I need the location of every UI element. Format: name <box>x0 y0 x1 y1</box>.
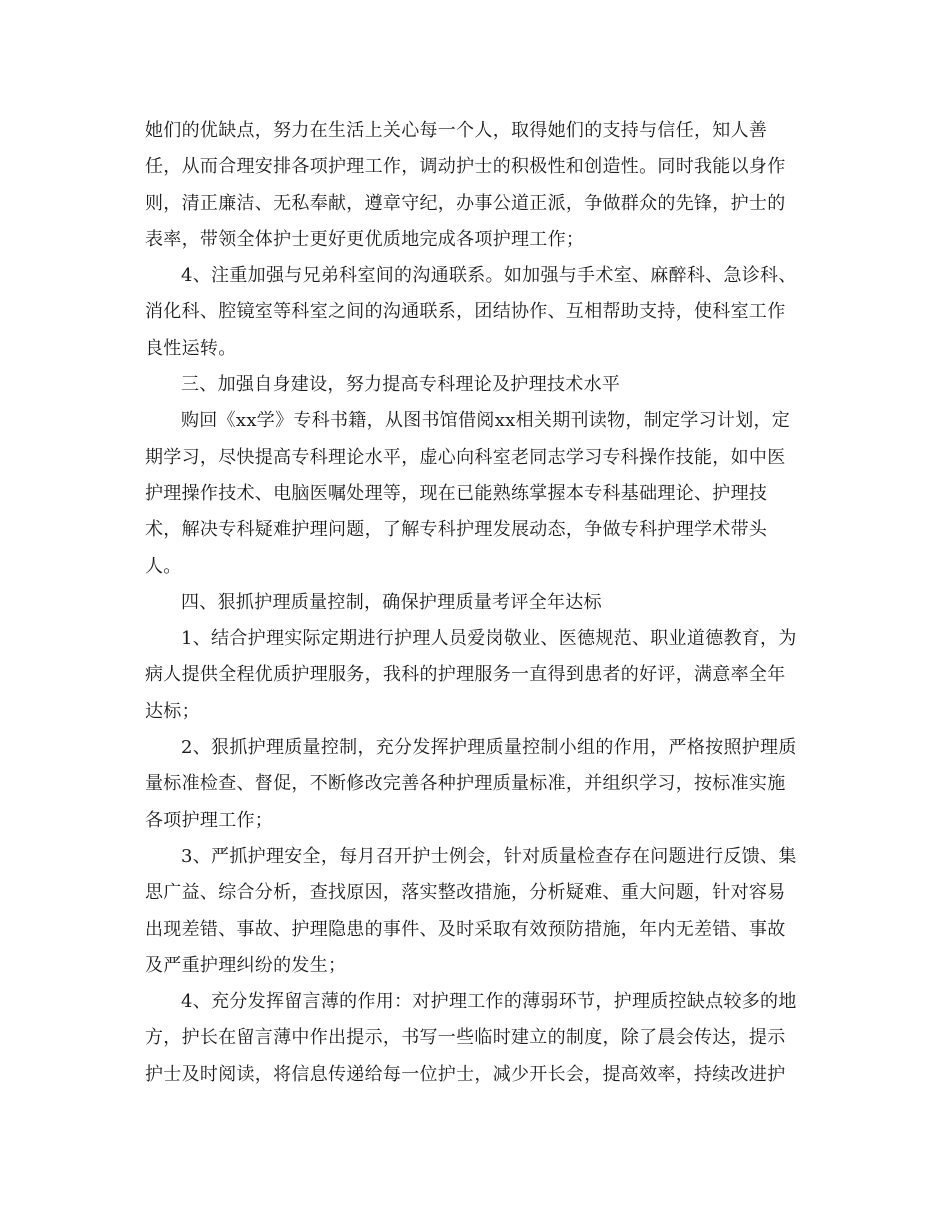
text-line: 良性运转。 <box>145 337 237 359</box>
text-line: 4、注重加强与兄弟科室间的沟通联系。如加强与手术室、麻醉科、急诊科、 <box>181 265 797 287</box>
text-line: 则，清正廉洁、无私奉献，遵章守纪，办事公道正派，争做群众的先锋，护士的 <box>145 192 786 214</box>
text-line: 出现差错、事故、护理隐患的事件、及时采取有效预防措施，年内无差错、事故 <box>145 918 786 940</box>
text-line: 及严重护理纠纷的发生； <box>145 954 347 976</box>
text-line: 2、狠抓护理质量控制，充分发挥护理质量控制小组的作用，严格按照护理质 <box>181 737 797 759</box>
text-line: 护士及时阅读，将信息传递给每一位护士，减少开长会，提高效率，持续改进护 <box>145 1063 786 1085</box>
text-line: 消化科、腔镜室等科室之间的沟通联系，团结协作、互相帮助支持，使科室工作 <box>145 301 786 323</box>
text-line: 各项护理工作； <box>145 809 274 831</box>
text-line: 期学习，尽快提高专科理论水平，虚心向科室老同志学习专科操作技能，如中医 <box>145 446 786 468</box>
text-line: 表率，带领全体护士更好更优质地完成各项护理工作； <box>145 228 585 250</box>
text-line: 任，从而合理安排各项护理工作，调动护士的积极性和创造性。同时我能以身作 <box>145 156 786 178</box>
text-line: 四、狠抓护理质量控制，确保护理质量考评全年达标 <box>181 591 602 613</box>
text-line: 人。 <box>145 555 182 577</box>
text-line: 3、严抓护理安全，每月召开护士例会，针对质量检查存在问题进行反馈、集 <box>181 845 797 867</box>
text-line: 量标准检查、督促，不断修改完善各种护理质量标准，并组织学习，按标准实施 <box>145 773 786 795</box>
text-line: 护理操作技术、电脑医嘱处理等，现在已能熟练掌握本专科基础理论、护理技 <box>145 482 768 504</box>
text-line: 4、充分发挥留言薄的作用：对护理工作的薄弱环节，护理质控缺点较多的地 <box>181 991 797 1013</box>
text-line: 术，解决专科疑难护理问题，了解专科护理发展动态，争做专科护理学术带头 <box>145 519 768 541</box>
text-line: 思广益、综合分析，查找原因，落实整改措施，分析疑难、重大问题，针对容易 <box>145 882 786 904</box>
text-line: 达标； <box>145 700 200 722</box>
text-line: 病人提供全程优质护理服务，我科的护理服务一直得到患者的好评，满意率全年 <box>145 664 786 686</box>
text-line: 1、结合护理实际定期进行护理人员爱岗敬业、医德规范、职业道德教育，为 <box>181 628 797 650</box>
text-line: 购回《xx学》专科书籍，从图书馆借阅xx相关期刊读物，制定学习计划，定 <box>181 410 791 432</box>
text-line: 方，护长在留言薄中作出提示，书写一些临时建立的制度，除了晨会传达，提示 <box>145 1027 786 1049</box>
text-line: 她们的优缺点，努力在生活上关心每一个人，取得她们的支持与信任，知人善 <box>145 120 768 141</box>
document-body <box>145 113 805 1093</box>
text-line: 三、加强自身建设，努力提高专科理论及护理技术水平 <box>181 374 621 396</box>
